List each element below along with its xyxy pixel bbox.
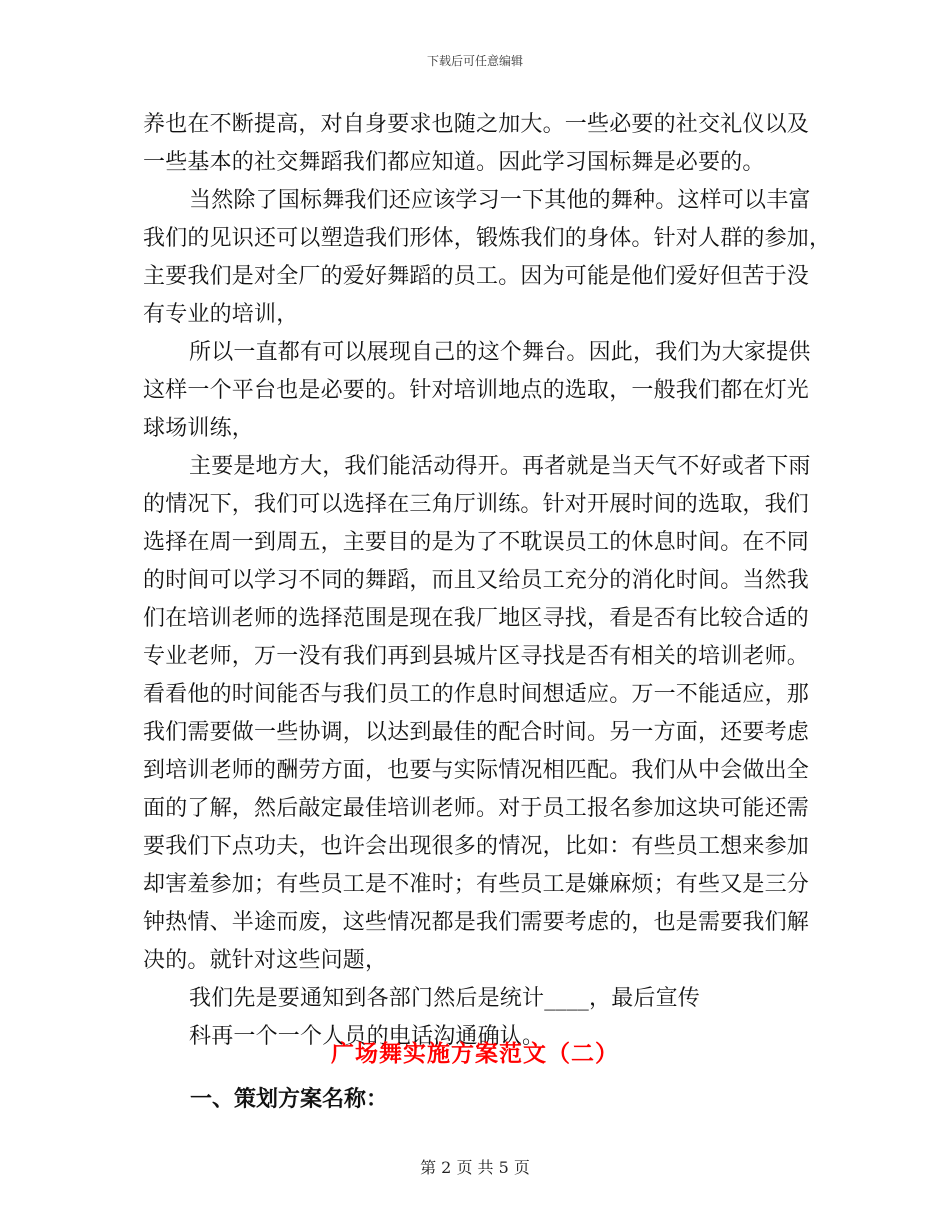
paragraph-line: 专业老师，万一没有我们再到县城片区寻找是否有相关的培训老师。 [143,644,810,669]
paragraph-line: 的时间可以学习不同的舞蹈，而且又给员工充分的消化时间。当然我 [143,568,810,593]
paragraph-line: 钟热情、半途而废，这些情况都是我们需要考虑的，也是需要我们解 [143,910,810,935]
paragraph-line: 球场训练， [143,416,255,441]
paragraph-line: 科再一个一个人员的电话沟通确认。 [189,1024,545,1049]
page-footer: 第 2 页 共 5 页 [420,1158,530,1177]
paragraph-line: 主要是地方大，我们能活动得开。再者就是当天气不好或者下雨 [189,454,811,479]
subheading: 一、策划方案名称： [190,1086,389,1112]
paragraph-line: 这样一个平台也是必要的。针对培训地点的选取，一般我们都在灯光 [143,378,810,403]
paragraph-line: 们在培训老师的选择范围是现在我厂地区寻找，看是否有比较合适的 [143,606,810,631]
paragraph-line: 一些基本的社交舞蹈我们都应知道。因此学习国标舞是必要的。 [143,150,765,175]
paragraph-line: 选择在周一到周五，主要目的是为了不耽误员工的休息时间。在不同 [143,530,810,555]
paragraph-line: 有专业的培训， [143,302,299,327]
paragraph-line: 的情况下，我们可以选择在三角厅训练。针对开展时间的选取，我们 [143,492,810,517]
paragraph-line: 到培训老师的酬劳方面，也要与实际情况相匹配。我们从中会做出全 [143,758,810,783]
paragraph-line: 主要我们是对全厂的爱好舞蹈的员工。因为可能是他们爱好但苦于没 [143,264,810,289]
paragraph-line: 要我们下点功夫，也许会出现很多的情况，比如：有些员工想来参加 [143,834,810,859]
paragraph-line: 面的了解，然后敲定最佳培训老师。对于员工报名参加这块可能还需 [143,796,810,821]
paragraph-line: 我们先是要通知到各部门然后是统计____，最后宣传 [189,986,701,1011]
paragraph-line: 我们需要做一些协调，以达到最佳的配合时间。另一方面，还要考虑 [143,720,810,745]
paragraph-line: 却害羞参加；有些员工是不准时；有些员工是嫌麻烦；有些又是三分 [143,872,810,897]
paragraph-line: 我们的见识还可以塑造我们形体，锻炼我们的身体。针对人群的参加， [143,226,832,251]
body-text [143,106,832,1056]
paragraph-line: 所以一直都有可以展现自己的这个舞台。因此，我们为大家提供 [189,340,811,365]
paragraph-line: 当然除了国标舞我们还应该学习一下其他的舞种。这样可以丰富 [189,188,811,213]
paragraph-line: 养也在不断提高，对自身要求也随之加大。一些必要的社交礼仪以及 [143,112,810,137]
paragraph-line: 决的。就针对这些问题， [143,948,388,973]
section-title: 广场舞实施方案范文（二） [331,1040,619,1067]
paragraph-line: 看看他的时间能否与我们员工的作息时间想适应。万一不能适应，那 [143,682,810,707]
page-header: 下载后可任意编辑 [426,54,523,68]
